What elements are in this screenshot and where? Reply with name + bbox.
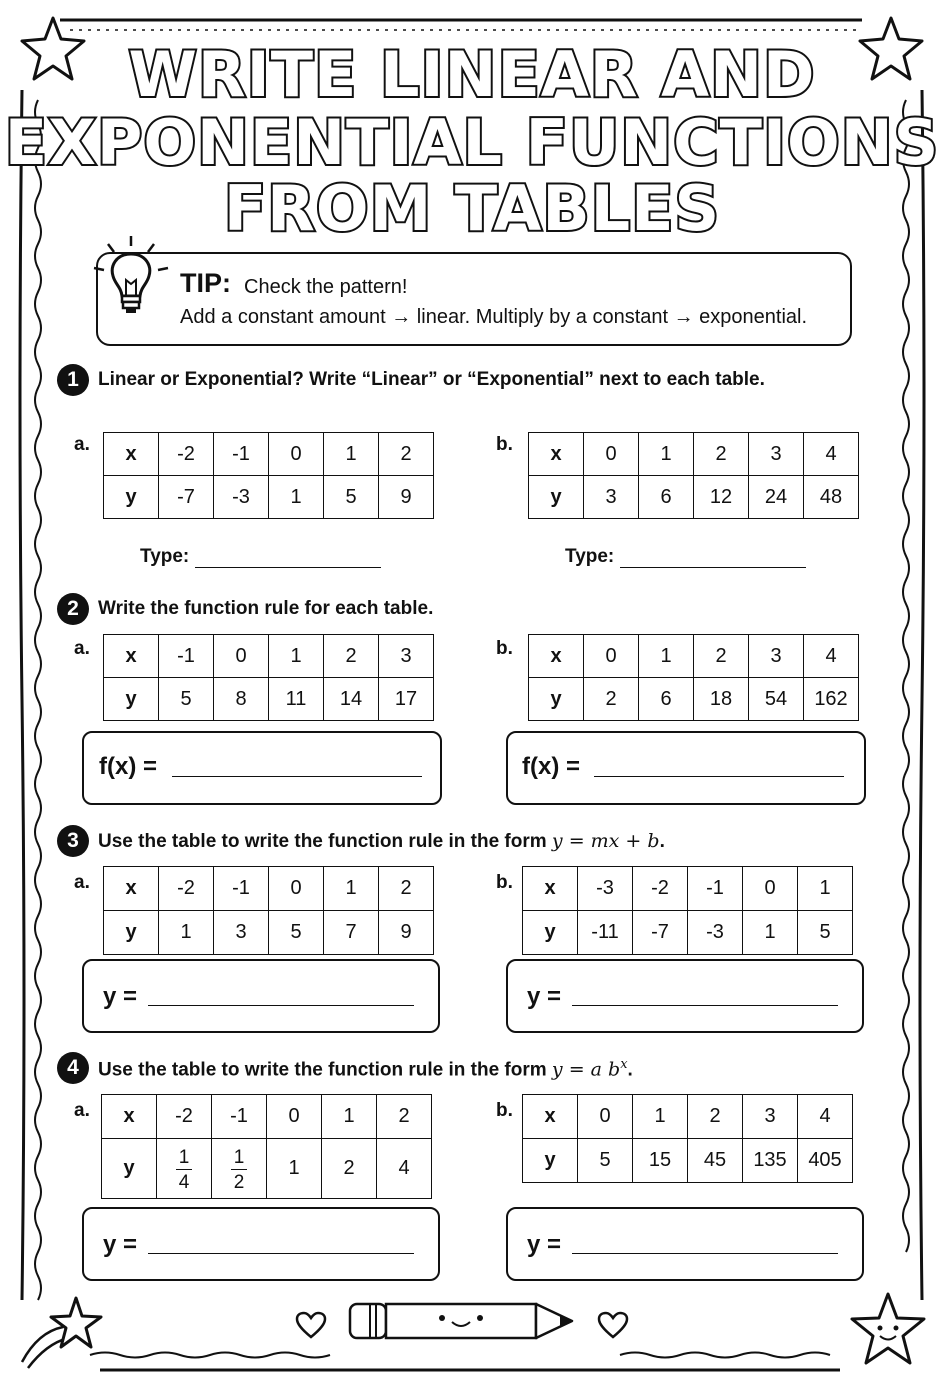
table-cell: x [523,1095,578,1139]
question-end: . [627,1059,633,1081]
table-row-y [104,678,434,721]
table-cell: 1 [798,867,853,911]
numerator: 1 [231,1148,248,1170]
table-cell: 1 [324,867,379,911]
part-label: b. [496,1100,513,1121]
table-cell: 1 [639,433,694,476]
table-cell: 9 [379,476,434,519]
table-cell: 4 [804,433,859,476]
table-cell: 1 [269,476,324,519]
table-row-y [529,678,859,721]
part-label: a. [74,872,90,893]
question-text [98,1057,633,1081]
answer-line[interactable] [148,1005,414,1006]
table-row-x [104,635,434,678]
part-label: a. [74,638,90,659]
table-cell: 2 [379,867,434,911]
table-cell: 24 [749,476,804,519]
table-cell: 405 [798,1139,853,1183]
table-cell: y [523,1139,578,1183]
answer-label: y = [103,1231,138,1258]
table-cell: 1 [267,1139,322,1199]
question-number: 3 [57,825,89,857]
table-cell: -7 [159,476,214,519]
table-row-y [104,476,434,519]
tip-line-1: Check the pattern! [244,276,408,298]
table-cell: y [104,911,159,955]
table-cell: 0 [267,1095,322,1139]
table-cell: 5 [269,911,324,955]
table-row-x [523,867,853,911]
data-table [103,634,434,721]
table-cell: x [102,1095,157,1139]
type-label: Type: [140,546,190,567]
tip-label: TIP: [180,268,231,298]
table-cell: -1 [159,635,214,678]
table-cell [212,1139,267,1199]
tip-box [96,252,852,346]
answer-label: f(x) = [99,753,158,780]
answer-line[interactable] [195,549,381,568]
table-row-x [529,433,859,476]
part-label: b. [496,638,513,659]
table-cell: 14 [324,678,379,721]
table-row-y [102,1139,432,1199]
data-table [101,1094,432,1199]
fraction [176,1148,193,1192]
table-cell: 2 [379,433,434,476]
table-cell: 18 [694,678,749,721]
type-answer[interactable] [565,546,806,568]
answer-label: y = [527,1231,562,1258]
table-cell: 1 [633,1095,688,1139]
table-cell: -2 [159,867,214,911]
question-number: 1 [57,364,89,396]
table-cell: 2 [694,433,749,476]
table-cell: 15 [633,1139,688,1183]
table-cell: 2 [322,1139,377,1199]
smiling-star-icon [846,1290,930,1370]
table-cell: 1 [269,635,324,678]
table-cell: 48 [804,476,859,519]
data-table [522,866,853,955]
question-number: 4 [57,1052,89,1084]
table-cell: 3 [743,1095,798,1139]
heart-icon [294,1310,328,1340]
function-form: y = mx + b [551,830,660,852]
answer-line[interactable] [148,1253,414,1254]
table-cell: 1 [639,635,694,678]
data-table [103,432,434,519]
function-form: y = a b [551,1058,621,1081]
table-cell: x [529,635,584,678]
type-label: Type: [565,546,615,567]
table-cell: x [523,867,578,911]
table-cell: 0 [743,867,798,911]
numerator: 1 [176,1148,193,1170]
table-cell: 2 [694,635,749,678]
table-cell: 5 [798,911,853,955]
table-cell: 3 [749,635,804,678]
table-cell: -3 [688,911,743,955]
answer-line[interactable] [620,549,806,568]
table-cell: 3 [584,476,639,519]
table-cell: -11 [578,911,633,955]
table-cell: -2 [633,867,688,911]
table-cell: 0 [269,433,324,476]
table-cell: 2 [377,1095,432,1139]
lightbulb-icon [86,232,176,322]
table-cell: 3 [749,433,804,476]
table-cell: 0 [214,635,269,678]
table-cell: 11 [269,678,324,721]
table-cell: -2 [157,1095,212,1139]
table-cell: 4 [804,635,859,678]
table-cell: x [104,433,159,476]
denominator: 2 [233,1171,245,1193]
part-label: b. [496,434,513,455]
denominator: 4 [178,1171,190,1193]
answer-label: y = [527,983,562,1010]
table-row-x [523,1095,853,1139]
table-cell: y [529,476,584,519]
answer-line[interactable] [572,1253,838,1254]
table-cell: 2 [324,635,379,678]
table-cell: 2 [688,1095,743,1139]
table-row-y [104,911,434,955]
data-table [528,634,859,721]
table-cell: 45 [688,1139,743,1183]
table-cell: -1 [214,867,269,911]
question-number: 2 [57,593,89,625]
table-cell: 3 [379,635,434,678]
answer-line[interactable] [572,1005,838,1006]
table-row-y [523,1139,853,1183]
table-cell: x [529,433,584,476]
question-text-main: Use the table to write the function rule in the form [98,1059,552,1081]
table-row-x [102,1095,432,1139]
title-line-3: FROM TABLES [223,172,721,245]
table-cell: x [104,867,159,911]
data-table [522,1094,853,1183]
table-cell: 7 [324,911,379,955]
table-cell: 17 [379,678,434,721]
table-cell: 2 [584,678,639,721]
question-text-main: Use the table to write the function rule in the form [98,831,552,852]
table-row-x [104,867,434,911]
fraction [231,1148,248,1192]
table-cell: y [104,678,159,721]
table-cell: -1 [212,1095,267,1139]
table-cell: y [529,678,584,721]
table-cell: y [102,1139,157,1199]
part-label: a. [74,1100,90,1121]
table-cell: 5 [159,678,214,721]
table-cell: 3 [214,911,269,955]
table-cell: 54 [749,678,804,721]
answer-label: y = [103,983,138,1010]
part-label: b. [496,872,513,893]
table-cell: 0 [584,635,639,678]
table-cell: 1 [743,911,798,955]
heart-icon [596,1310,630,1340]
table-cell: 4 [377,1139,432,1199]
title-line-1: WRITE LINEAR AND [128,38,816,111]
question-text: Write the function rule for each table. [98,598,434,619]
table-cell: 6 [639,476,694,519]
table-cell: 1 [322,1095,377,1139]
table-cell: 1 [159,911,214,955]
table-cell: -1 [214,433,269,476]
table-cell: y [523,911,578,955]
table-cell: 8 [214,678,269,721]
pencil-icon [344,1296,580,1346]
table-cell: 135 [743,1139,798,1183]
table-cell: 6 [639,678,694,721]
table-cell: -2 [159,433,214,476]
table-row-x [529,635,859,678]
table-row-y [523,911,853,955]
table-cell: x [104,635,159,678]
table-cell: 0 [269,867,324,911]
data-table [103,866,434,955]
shooting-star-icon [18,1292,108,1372]
table-cell: 5 [578,1139,633,1183]
table-cell: -3 [578,867,633,911]
table-cell: 5 [324,476,379,519]
question-text: Linear or Exponential? Write “Linear” or “Exponential” next to each table. [98,369,765,390]
question-end: . [659,831,665,852]
title-line-2: EXPONENTIAL FUNCTIONS [4,106,940,179]
table-cell: y [104,476,159,519]
exponent: x [620,1057,628,1072]
answer-label: f(x) = [522,753,581,780]
data-table [528,432,859,519]
question-text [98,830,665,853]
table-cell: 1 [324,433,379,476]
table-cell: -1 [688,867,743,911]
table-row-x [104,433,434,476]
answer-line[interactable] [172,776,422,777]
table-cell: 0 [578,1095,633,1139]
answer-line[interactable] [594,776,844,777]
table-cell: 9 [379,911,434,955]
table-cell: -7 [633,911,688,955]
type-answer[interactable] [140,546,381,568]
part-label: a. [74,434,90,455]
table-row-y [529,476,859,519]
table-cell: 4 [798,1095,853,1139]
table-cell: 12 [694,476,749,519]
table-cell: 162 [804,678,859,721]
table-cell [157,1139,212,1199]
tip-line-2: Add a constant amount → linear. Multiply by a constant → exponential. [180,306,808,328]
table-cell: 0 [584,433,639,476]
table-cell: -3 [214,476,269,519]
